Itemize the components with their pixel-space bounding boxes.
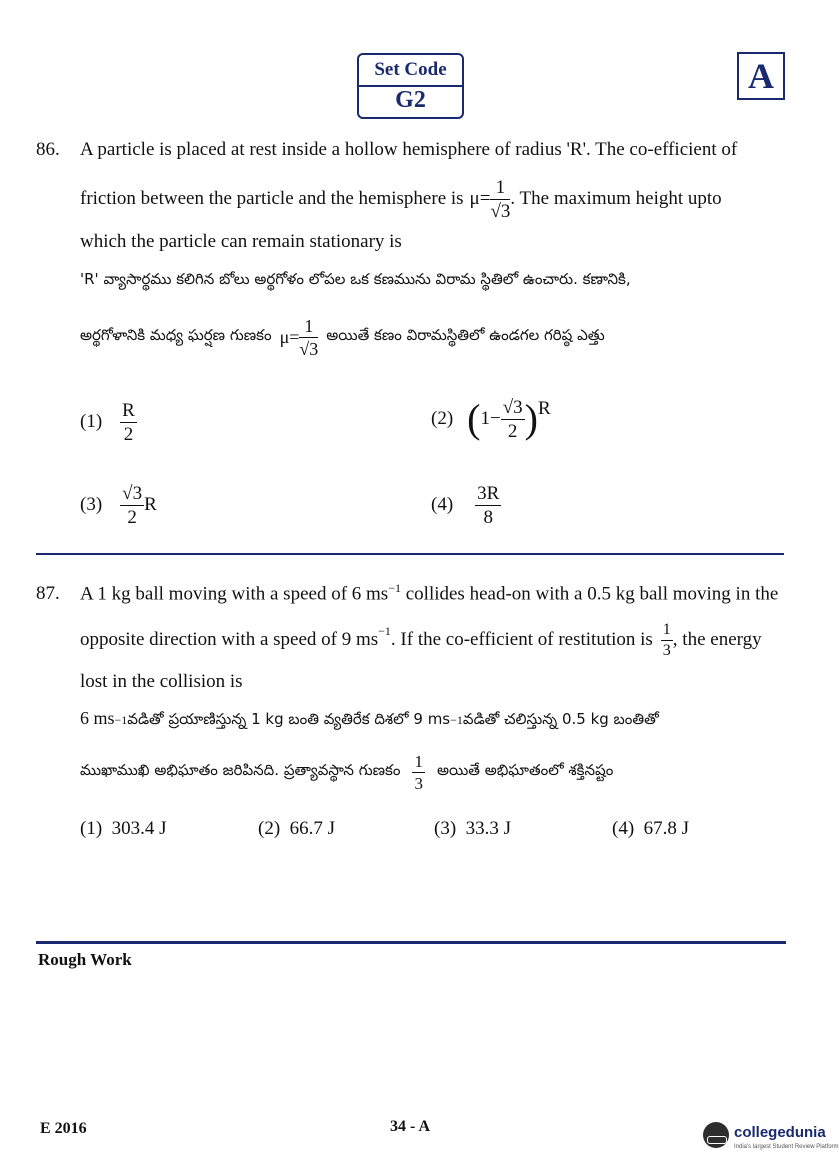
q86-te-mu-fraction [299,317,318,358]
q87-te-line1-exp2: −1 [450,713,463,727]
q86-option-3-label: (3) [80,494,103,515]
q86-option-1-label: (1) [80,411,103,432]
q87-te-line1-a: 6 ms [80,708,115,728]
set-letter-box: A [737,52,785,100]
q86-te-mu: μ= [279,326,300,347]
q86-en-line2-a: friction between the particle and the hemisphere is [80,188,464,209]
mascot-icon [703,1122,729,1148]
q86-te-line2 [80,312,605,362]
q87-option-2-label: (2) [258,818,281,839]
q87-en-line2 [80,614,762,666]
q86-te-line2-a: అర్థగోళానికి మధ్య ఘర్షణ గుణకం [80,326,272,344]
q87-en-line2-a: opposite direction with a speed of 9 ms [80,629,379,650]
q86-te-line1: 'R' వ్యాసార్థము కలిగిన బోలు అర్థగోళం లోపల ఒక కణమును విరామ స్థితిలో ఉంచారు. కణానికి, [80,270,631,288]
q86-option-3-fraction [120,484,144,527]
set-code-box [357,53,464,119]
q87-te-frac-den: 3 [414,773,423,793]
q87-te-line1 [80,708,659,732]
q87-te-line1-b: వడితో ప్రయాణిస్తున్న 1 kg బంతి వ్యతిరేక దిశలో 9 ms [127,710,451,728]
q86-option-4-num: 3R [477,482,500,504]
q86-option-3-suffix: R [144,494,157,515]
q87-en-line1-a: A 1 kg ball moving with a speed of 6 ms [80,583,389,605]
q87-en-line2-c: , the energy [672,629,762,650]
q87-option-3[interactable] [434,818,511,840]
q87-option-4-label: (4) [612,818,635,839]
q87-en-line1-exp: −1 [388,581,401,595]
q86-option-1-num: R [122,399,135,421]
q86-option-2-lead: 1− [480,408,501,429]
exam-code: E 2016 [40,1120,87,1137]
q86-te-mu-numerator: 1 [299,317,318,338]
q87-frac-num: 1 [661,622,673,641]
q87-te-line2-a: ముఖాముఖి అభిఘాతం జరిపినది. ప్రత్యావస్థాన గుణకం [80,761,401,779]
q87-restitution-fraction [661,622,673,659]
q86-option-3-den: 2 [127,506,137,528]
q86-mu: μ= [469,188,491,209]
q86-te-line2-b: అయితే కణం విరామస్థితిలో ఉండగల గరిష్ఠ ఎత్తు [326,326,605,344]
q87-option-4[interactable] [612,818,689,840]
q86-en-line3: which the particle can remain stationary is [80,231,402,252]
q86-option-2-suffix: R [537,398,551,419]
q86-option-2-den: 2 [507,420,518,442]
q86-te-mu-denominator: √3 [299,338,319,359]
q87-en-line2-b: . If the co-efficient of restitution is [390,629,653,650]
q87-number: 87. [36,583,60,604]
q87-en-line3: lost in the collision is [80,671,243,692]
q86-option-2-fraction [501,398,525,441]
q87-te-line2-b: అయితే అభిఘాతంలో శక్తినష్టం [436,761,614,779]
rough-work-label: Rough Work [38,950,132,969]
q87-en-line2-exp: −1 [378,624,391,638]
q86-mu-fraction [490,178,510,221]
q87-option-1[interactable] [80,818,167,840]
q87-te-fraction [412,753,425,792]
q86-option-2-open-paren: ( [467,396,481,441]
q86-option-1-den: 2 [123,423,134,445]
q87-en-line1-b: collides head-on with a 0.5 kg ball moving in the [400,583,779,605]
q87-option-2-value: 66.7 J [289,818,336,839]
page-number: 34 - A [390,1118,430,1135]
q86-en-line2 [80,172,722,226]
q86-mu-denominator: √3 [490,200,511,222]
collegedunia-logo [703,1118,839,1158]
q86-option-2-close-paren: ) [524,396,538,441]
q87-en-line1 [80,581,778,605]
brand-name: collegedunia [734,1124,826,1141]
q86-option-1[interactable] [80,396,137,448]
q87-frac-den: 3 [662,641,671,659]
q86-option-4-den: 8 [483,506,493,528]
brand-tagline: India's largest Student Review Platform [734,1144,839,1150]
q86-en-line1: A particle is placed at rest inside a hollow hemisphere of radius 'R'. The co-efficient of [80,139,738,160]
question-divider [36,553,784,555]
q86-option-2[interactable] [431,390,551,448]
q86-option-1-fraction [120,401,137,444]
q86-option-4-label: (4) [431,494,454,515]
q86-option-2-num: √3 [502,396,523,418]
q87-te-line1-c: వడితో చలిస్తున్న 0.5 kg బంతితో [462,710,659,728]
q87-option-1-label: (1) [80,818,103,839]
q87-option-1-value: 303.4 J [111,818,167,839]
q86-number: 86. [36,139,60,160]
q87-option-4-value: 67.8 J [643,818,690,839]
rough-work-rule [36,941,786,944]
q86-option-2-label: (2) [431,408,454,429]
set-code-label: Set Code [374,59,447,80]
q86-mu-numerator: 1 [490,178,510,200]
q87-te-line2 [80,746,613,798]
q87-option-3-value: 33.3 J [465,818,512,839]
q87-option-2[interactable] [258,818,335,840]
q86-option-4[interactable] [431,478,501,532]
q87-te-frac-num: 1 [414,751,423,771]
set-code-value: G2 [395,87,426,113]
q86-option-3-num: √3 [122,482,143,504]
q86-option-4-fraction [475,484,501,527]
q86-en-line2-b: . The maximum height upto [510,188,722,209]
q87-option-3-label: (3) [434,818,457,839]
q86-option-3[interactable] [80,478,157,532]
q87-te-line1-exp1: −1 [114,713,128,727]
